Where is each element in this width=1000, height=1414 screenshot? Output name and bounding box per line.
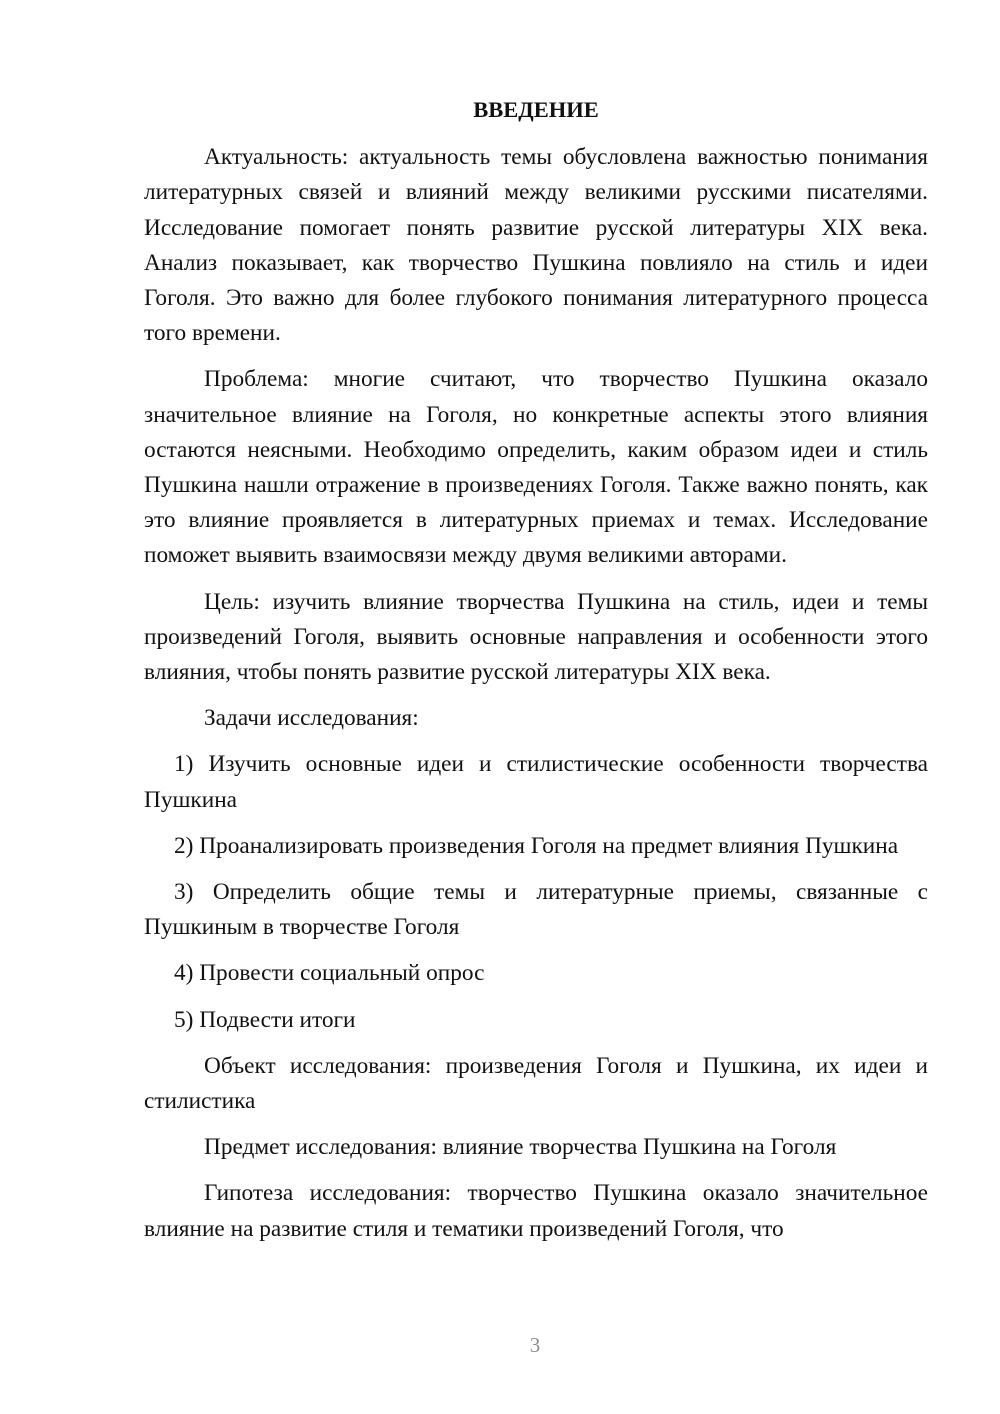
task-item: 5) Подвести итоги xyxy=(174,1006,356,1033)
section-title: ВВЕДЕНИЕ xyxy=(473,97,599,122)
object-paragraph: Объект исследования: произведения Гоголя и Пушкина, их идеи и стилистика xyxy=(144,1052,928,1115)
goal-paragraph: Цель: изучить влияние творчества Пушкина на стиль, идеи и темы произведений Гоголя, выявить основные направления и особенности этого влияния, чтобы понять развитие русской литературы XIX века. xyxy=(144,588,928,686)
task-item: 1) Изучить основные идеи и стилистические особенности творчества Пушкина xyxy=(144,751,928,813)
relevance-paragraph: Актуальность: актуальность темы обусловлена важностью понимания литературных связей и влияний между великими русскими писателями. Исследование помогает понять развитие русской литературы XIX века. Анализ показывает, как творчество Пушкина повлияло на стиль и идеи Гоголя. Это важно для более глубокого понимания литературного процесса того времени. xyxy=(144,144,928,347)
problem-paragraph: Проблема: многие считают, что творчество Пушкина оказало значительное влияние на Гоголя, но конкретные аспекты этого влияния остаются неясными. Необходимо определить, каким образом идеи и стиль Пушкина нашли отражение в произведениях Гоголя. Также важно понять, как это влияние проявляется в литературных приемах и темах. Исследование поможет выявить взаимосвязи между двумя великими авторами. xyxy=(144,366,928,569)
task-item: 2) Проанализировать произведения Гоголя на предмет влияния Пушкина xyxy=(174,832,899,859)
hypothesis-paragraph: Гипотеза исследования: творчество Пушкина оказало значительное влияние на развитие стиля и тематики произведений Гоголя, что xyxy=(144,1180,928,1242)
task-item: 3) Определить общие темы и литературные приемы, связанные с Пушкиным в творчестве Гоголя xyxy=(144,879,928,941)
task-item: 4) Провести социальный опрос xyxy=(174,960,485,987)
subject-paragraph: Предмет исследования: влияние творчества Пушкина на Гоголя xyxy=(204,1134,837,1161)
page-content xyxy=(144,92,928,1258)
page-number: 3 xyxy=(529,1333,541,1357)
tasks-heading: Задачи исследования: xyxy=(204,705,419,732)
